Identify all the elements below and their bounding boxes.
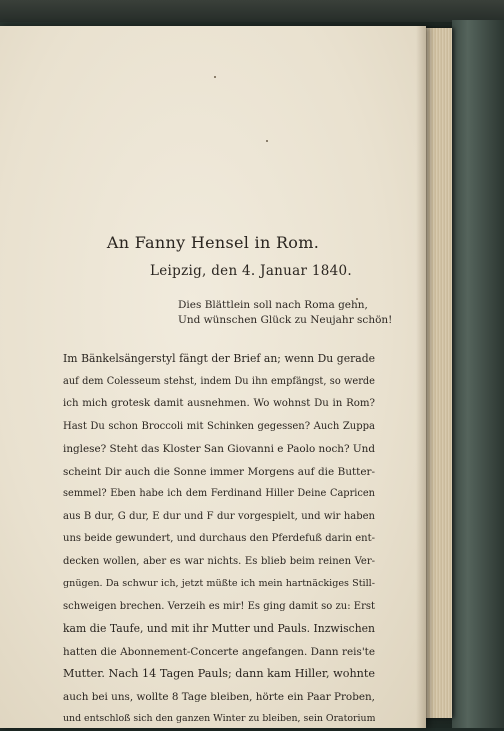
epigraph bbox=[178, 298, 393, 328]
epigraph-line: Und wünschen Glück zu Neujahr schön! bbox=[178, 314, 393, 326]
body-line: schweigen brechen. Verzeih es mir! Es ging damit so zu: Erst bbox=[63, 600, 375, 612]
body-line: auf dem Colesseum stehst, indem Du ihn empfängst, so werde bbox=[63, 375, 375, 387]
cover-top-edge bbox=[0, 0, 504, 22]
body-line: Im Bänkelsängerstyl fängt der Brief an; wenn Du gerade bbox=[63, 352, 375, 365]
letter-body bbox=[63, 348, 375, 731]
body-line: und entschloß sich den ganzen Winter zu bleiben, sein Oratorium bbox=[63, 713, 375, 724]
body-line: uns beide gewundert, und durchaus den Pferdefuß darin ent- bbox=[63, 533, 375, 544]
body-line: inglese? Steht das Kloster San Giovanni e Paolo noch? Und bbox=[63, 443, 375, 455]
paper-speck bbox=[266, 140, 268, 142]
body-line: scheint Dir auch die Sonne immer Morgens auf die Butter- bbox=[63, 465, 375, 478]
paper-speck bbox=[214, 76, 216, 78]
book-page bbox=[0, 26, 426, 728]
body-line: aus B dur, G dur, E dur und F dur vorgespielt, und wir haben bbox=[63, 510, 375, 522]
letter-dateline: Leipzig, den 4. Januar 1840. bbox=[149, 263, 352, 279]
body-line: Mutter. Nach 14 Tagen Pauls; dann kam Hiller, wohnte bbox=[63, 667, 375, 680]
body-line: ich mich grotesk damit ausnehmen. Wo wohnst Du in Rom? bbox=[63, 398, 375, 409]
body-line: hatten die Abonnement-Concerte angefangen. Dann reis'te bbox=[63, 645, 375, 658]
letter-title: An Fanny Hensel in Rom. bbox=[106, 233, 320, 252]
body-line: Hast Du schon Broccoli mit Schinken gegessen? Auch Zuppa bbox=[63, 420, 375, 432]
body-line: semmel? Eben habe ich dem Ferdinand Hiller Deine Capricen bbox=[63, 488, 375, 499]
book-cover-right-board bbox=[452, 20, 504, 728]
body-line: decken wollen, aber es war nichts. Es blieb beim reinen Ver- bbox=[63, 555, 375, 567]
body-line: gnügen. Da schwur ich, jetzt müßte ich mein hartnäckiges Still- bbox=[63, 578, 375, 589]
body-line: auch bei uns, wollte 8 Tage bleiben, hörte ein Paar Proben, bbox=[63, 690, 375, 703]
epigraph-line: Dies Blättlein soll nach Roma gehn, bbox=[178, 299, 368, 311]
body-line: kam die Taufe, und mit ihr Mutter und Pauls. Inzwischen bbox=[63, 622, 375, 635]
